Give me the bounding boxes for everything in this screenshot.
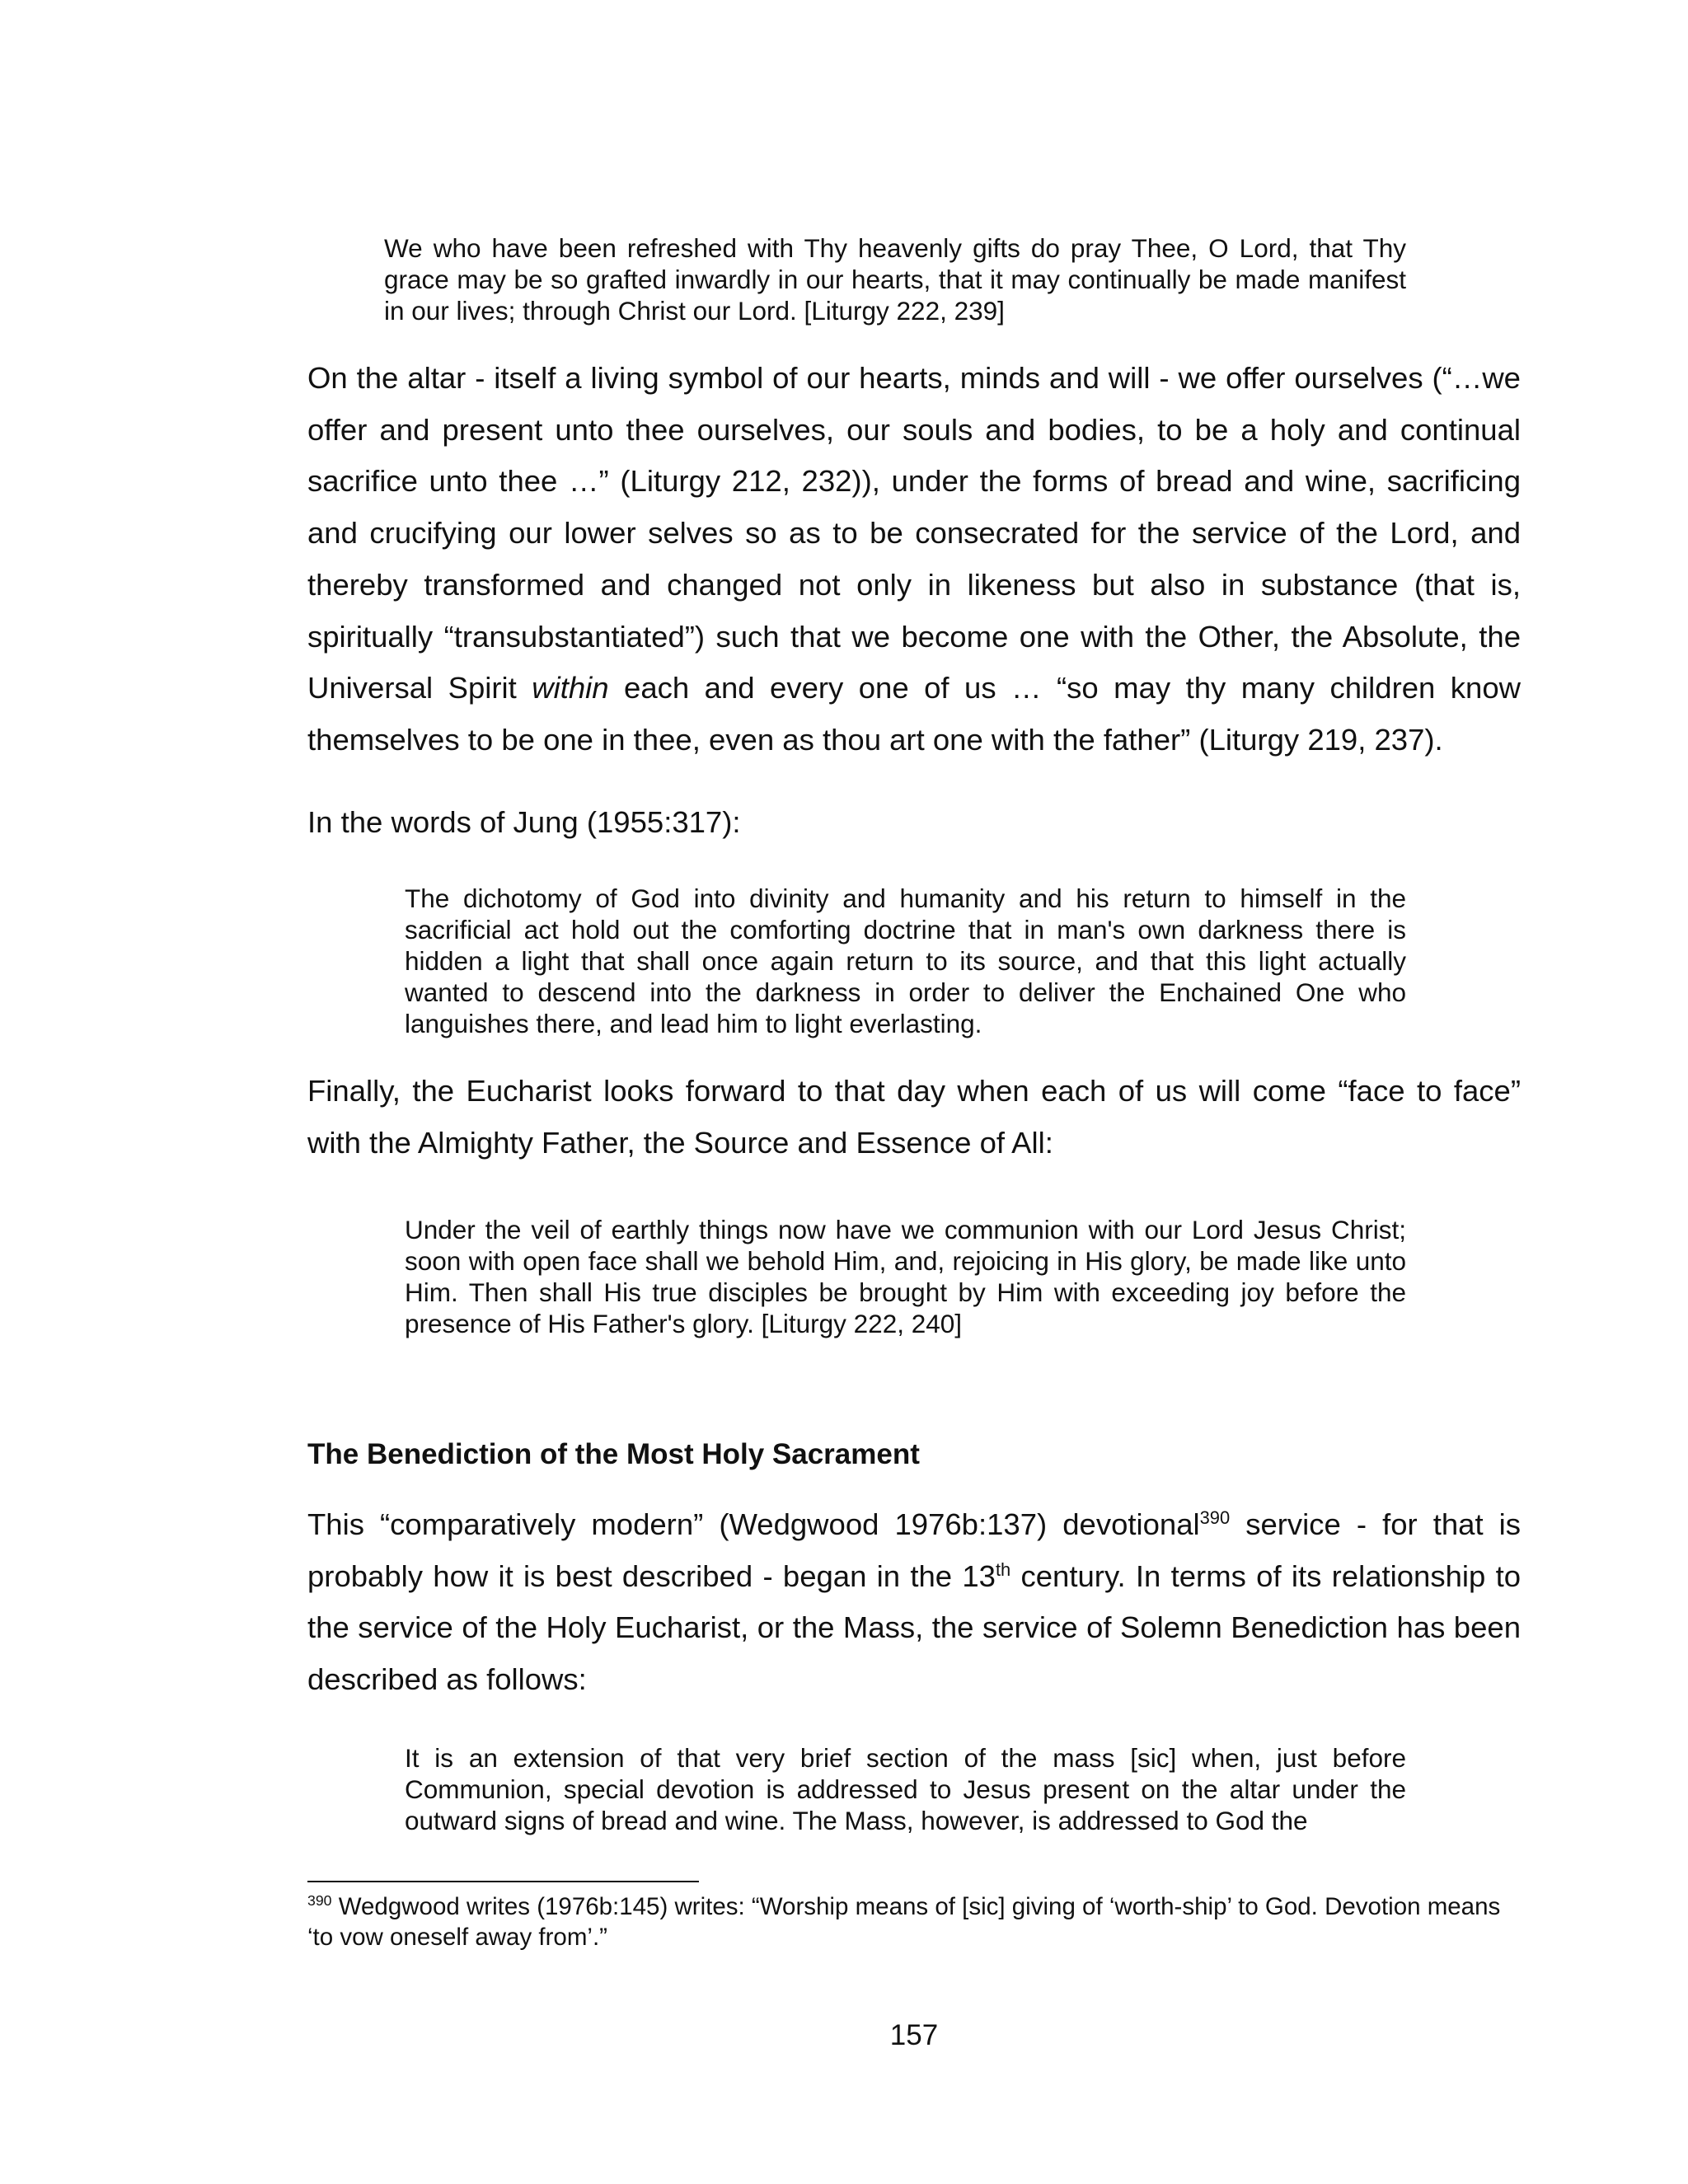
blockquote-liturgy-222-240: Under the veil of earthly things now have we communion with our Lord Jesus Christ; soon with open face shall we behold Him, and, rejoicing in His glory, be made like unto Him. Then shall His true disciples be brought by Him with exceeding joy before the presence of His Father's glory. [Liturgy 222, 240] bbox=[405, 1215, 1406, 1338]
paragraph-benediction-text-2: service - for that is probably how it is best described - began in the 13 bbox=[307, 1507, 1521, 1593]
page-number: 157 bbox=[889, 2019, 939, 2051]
emphasis-within: within bbox=[532, 671, 609, 705]
paragraph-benediction-text-1: This “comparatively modern” (Wedgwood 1976b:137) devotional bbox=[307, 1507, 1200, 1541]
section-heading-benediction: The Benediction of the Most Holy Sacrament bbox=[307, 1438, 920, 1470]
paragraph-benediction-text-3: century. In terms of its relationship to the service of the Holy Eucharist, or the Mass, the service of Solemn Benediction has been described as follows: bbox=[307, 1558, 1522, 1697]
blockquote-liturgy-222-239: We who have been refreshed with Thy heavenly gifts do pray Thee, O Lord, that Thy grace may be so grafted inwardly in our hearts, that it may continually be made manifest in our lives; through Christ our Lord. [Liturgy 222, 239] bbox=[384, 233, 1406, 326]
paragraph-altar-offering bbox=[307, 353, 1521, 766]
paragraph-altar-text-1: On the altar - itself a living symbol of our hearts, minds and will - we offer ourselves (“…we offer and present unto thee ourselves, our souls and bodies, to be a holy and continual sacrifice unto thee …” (Liturgy 212, 232)), under the forms of bread and wine, sacrificing and crucifying our lower selves so as to be consecrated for the service of the Lord, and thereby transformed and changed not only in likeness but also in substance (that is, spiritually “transubstantiated”) such that we become one with the Other, the Absolute, the Universal Spirit bbox=[307, 361, 1521, 705]
ordinal-suffix: th bbox=[995, 1558, 1011, 1580]
footnote-390 bbox=[307, 1891, 1521, 1952]
blockquote-jung: The dichotomy of God into divinity and humanity and his return to himself in the sacrificial act hold out the comforting doctrine that in man's own darkness there is hidden a light that shall once again return to its source, and that this light actually wanted to descend into the darkness in order to deliver the Enchained One who languishes there, and lead him to light everlasting. bbox=[405, 883, 1406, 1038]
footnote-separator bbox=[307, 1881, 699, 1882]
footnote-reference-390[interactable]: 390 bbox=[1199, 1507, 1231, 1528]
footnote-text: Wedgwood writes (1976b:145) writes: “Worship means of [sic] giving of ‘worth-ship’ to God. Devotion means ‘to vow oneself away from’.” bbox=[307, 1893, 1501, 1951]
paragraph-altar-text-2: each and every one of us … “so may thy many children know themselves to be one in thee, even as thou art one with the father” (Liturgy 219, 237). bbox=[307, 671, 1521, 757]
paragraph-benediction-description bbox=[307, 1499, 1521, 1706]
footnote-number: 390 bbox=[307, 1892, 332, 1910]
paragraph-jung-intro: In the words of Jung (1955:317): bbox=[307, 805, 741, 839]
blockquote-benediction-extension: It is an extension of that very brief section of the mass [sic] when, just before Communion, special devotion is addressed to Jesus present on the altar under the outward signs of bread and wine. The Mass, however, is addressed to God the bbox=[405, 1743, 1406, 1835]
paragraph-eucharist-face-to-face: Finally, the Eucharist looks forward to that day when each of us will come “face to face” with the Almighty Father, the Source and Essence of All: bbox=[307, 1074, 1521, 1160]
